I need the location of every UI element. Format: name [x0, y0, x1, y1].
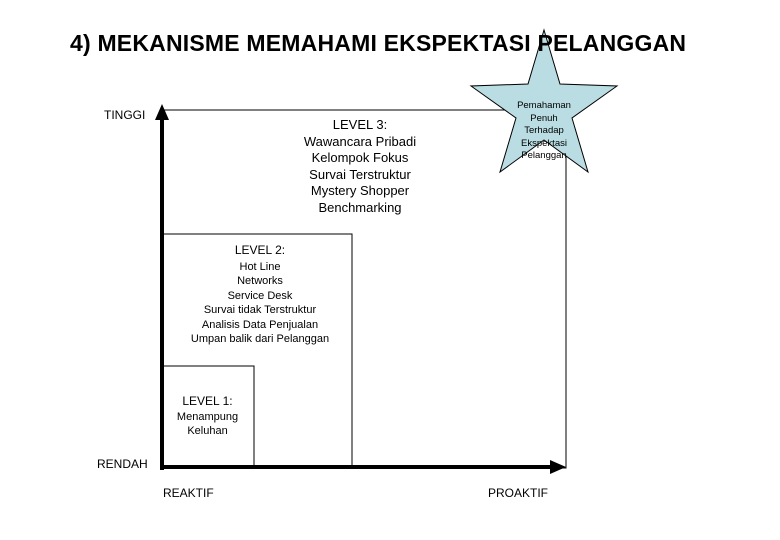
level-3-item: Mystery Shopper: [310, 183, 410, 198]
level-1-heading: LEVEL 1:: [182, 394, 233, 408]
y-axis-bottom-label: RENDAH: [97, 457, 148, 471]
level-2-text: [170, 243, 350, 347]
level-2-item: Networks: [237, 275, 283, 287]
level-3-text: [285, 117, 435, 216]
star-label-line: Penuh: [530, 112, 558, 124]
level-1-item: Menampung: [176, 411, 239, 423]
level-1-item: Keluhan: [187, 425, 228, 437]
level-2-item: Analisis Data Penjualan: [201, 318, 319, 331]
star-label-line: Ekspektasi: [521, 137, 567, 149]
star-label-line: Terhadap: [524, 125, 564, 136]
level-3-item: Benchmarking: [318, 199, 402, 215]
level-2-heading: LEVEL 2:: [234, 243, 286, 257]
level-1-text: [160, 394, 255, 438]
level-3-item: Survai Terstruktur: [309, 166, 411, 182]
star-label-line: Pemahaman: [517, 100, 571, 111]
level-2-item: Umpan balik dari Pelanggan: [190, 333, 330, 345]
page-title: 4) MEKANISME MEMAHAMI EKSPEKTASI PELANGGAN: [70, 30, 687, 56]
x-axis-left-label: REAKTIF: [163, 486, 214, 500]
level-2-item: Hot Line: [239, 260, 281, 273]
level-3-heading: LEVEL 3:: [332, 117, 388, 132]
star-label: [494, 100, 594, 163]
x-axis-right-label: PROAKTIF: [488, 486, 549, 500]
level-3-item: Kelompok Fokus: [311, 150, 409, 165]
level-2-item: Service Desk: [227, 289, 293, 302]
level-2-item: Survai tidak Terstruktur: [203, 304, 317, 316]
y-axis-top-label: TINGGI: [104, 108, 146, 122]
star-label-line: Pelanggan: [521, 150, 567, 161]
level-3-item: Wawancara Pribadi: [303, 133, 417, 149]
